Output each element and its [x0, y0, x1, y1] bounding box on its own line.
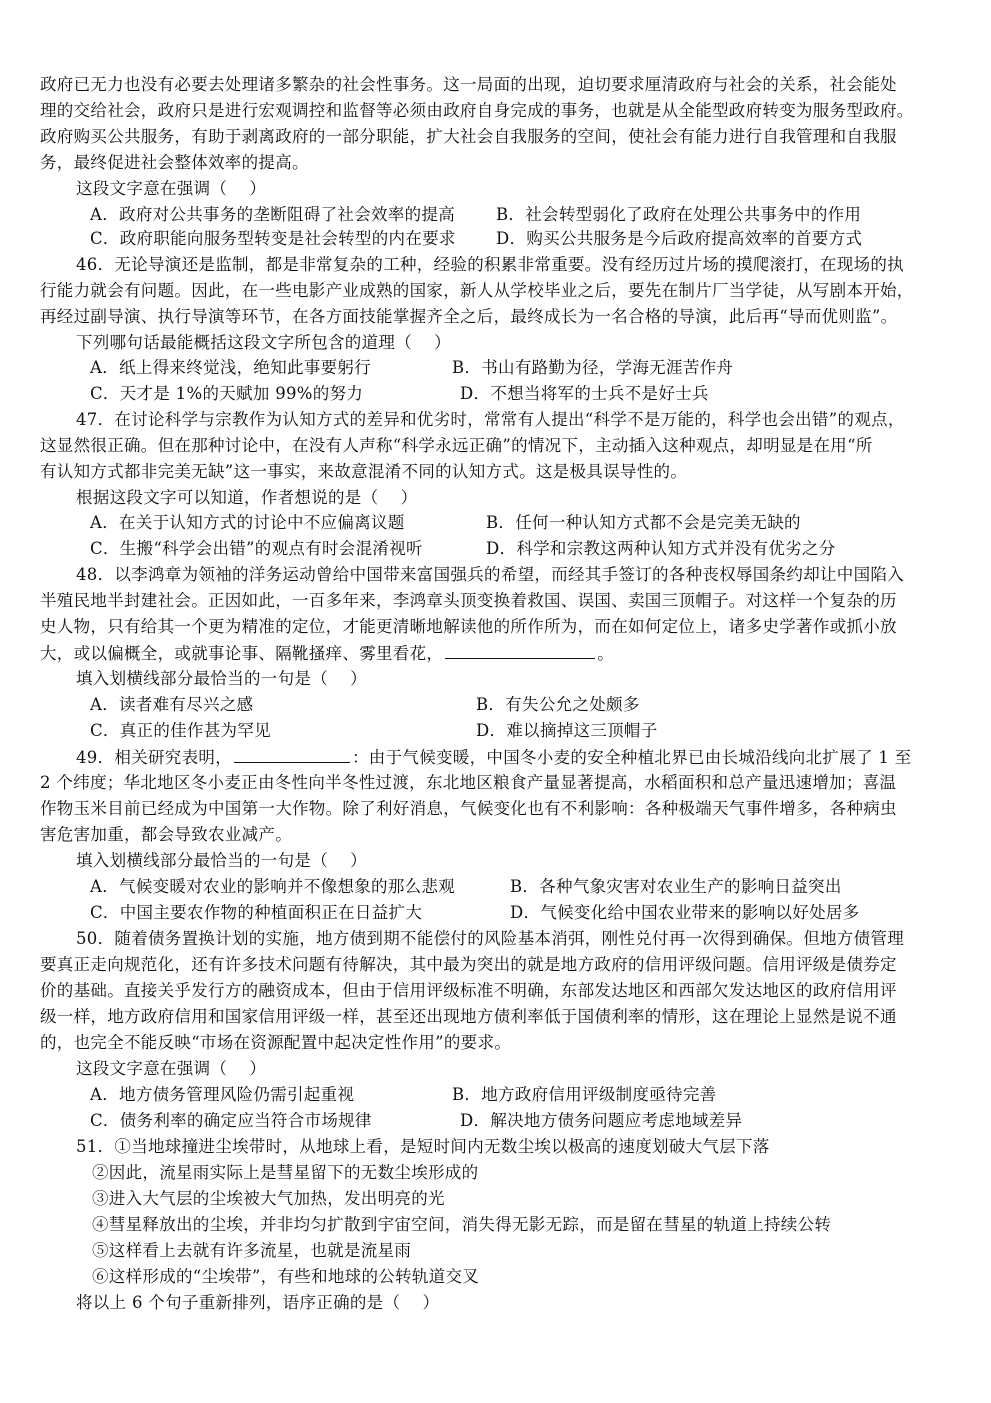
- q49-stem: 填入划横线部分最恰当的一句是（ ）: [76, 851, 367, 870]
- q49-option-c: C．中国主要农作物的种植面积正在日益扩大: [90, 903, 423, 922]
- q46-option-c: C．天才是 1%的天赋加 99%的努力: [90, 384, 364, 403]
- q51-sentence-3: ③进入大气层的尘埃被大气加热，发出明亮的光: [92, 1189, 445, 1208]
- q48-option-c: C．真正的佳作甚为罕见: [90, 721, 271, 740]
- q51-sentence-5: ⑤这样看上去就有许多流星，也就是流星雨: [92, 1241, 412, 1260]
- q46-option-d: D．不想当将军的士兵不是好士兵: [460, 384, 709, 403]
- q50-stem: 这段文字意在强调（ ）: [76, 1059, 267, 1078]
- intro-option-c: C．政府职能向服务型转变是社会转型的内在要求: [90, 229, 456, 248]
- q49-line-1: [76, 744, 912, 770]
- q47-option-a: A．在关于认知方式的讨论中不应偏离议题: [90, 513, 405, 532]
- q48-line-2: 半殖民地半封建社会。正因如此，一百多年来，李鸿章头顶变换着救国、误国、卖国三顶帽子。对这样一个复杂的历: [40, 591, 897, 610]
- fill-in-blank: [234, 744, 350, 763]
- q49-option-d: D．气候变化给中国农业带来的影响以好处居多: [510, 903, 860, 922]
- q50-line-4: 级一样，地方政府信用和国家信用评级一样，甚至还出现地方债利率低于国债利率的情形，这在理论上显然是说不通: [40, 1007, 897, 1026]
- q48-line-4-end: 。: [597, 644, 615, 663]
- q50-option-c: C．债务利率的确定应当符合市场规律: [90, 1111, 372, 1130]
- intro-line-4: 务，最终促进社会整体效率的提高。: [40, 153, 309, 172]
- q48-stem: 填入划横线部分最恰当的一句是（ ）: [76, 669, 367, 688]
- q51-sentence-2: ②因此，流星雨实际上是彗星留下的无数尘埃形成的: [92, 1163, 479, 1182]
- q47-option-c: C．生搬“科学会出错”的观点有时会混淆视听: [90, 539, 423, 558]
- q49-line-3: 作物玉米目前已经成为中国第一大作物。除了利好消息，气候变化也有不利影响：各种极端天气事件增多，各种病虫: [40, 799, 897, 818]
- q47-line-1: 47．在讨论科学与宗教作为认知方式的差异和优劣时，常常有人提出“科学不是万能的，科学也会出错”的观点，: [76, 410, 905, 429]
- q49-option-b: B．各种气象灾害对农业生产的影响日益突出: [510, 877, 842, 896]
- q50-line-3: 价的基础。直接关乎发行方的融资成本，但由于信用评级标准不明确，东部发达地区和西部欠发达地区的政府信用评: [40, 981, 897, 1000]
- q47-line-2: 这显然很正确。但在那种讨论中，在没有人声称“科学永远正确”的情况下，主动插入这种观点，却明显是在用“所: [40, 436, 873, 455]
- intro-line-3: 政府购买公共服务，有助于剥离政府的一部分职能，扩大社会自我服务的空间，使社会有能力进行自我管理和自我服: [40, 127, 897, 146]
- intro-option-d: D．购买公共服务是今后政府提高效率的首要方式: [496, 229, 863, 248]
- q47-option-b: B．任何一种认知方式都不会是完美无缺的: [486, 513, 801, 532]
- q46-option-a: A．纸上得来终觉浅，绝知此事要躬行: [90, 358, 372, 377]
- q50-option-a: A．地方债务管理风险仍需引起重视: [90, 1085, 355, 1104]
- intro-stem: 这段文字意在强调（ ）: [76, 179, 267, 198]
- intro-line-2: 理的交给社会，政府只是进行宏观调控和监督等必须由政府自身完成的事务，也就是从全能型政府转变为服务型政府。: [40, 101, 914, 120]
- q49-line-1-rest: ：由于气候变暖，中国冬小麦的安全种植北界已由长城沿线向北扩展了 1 至: [352, 748, 912, 767]
- q50-option-b: B．地方政府信用评级制度亟待完善: [452, 1085, 717, 1104]
- q51-sentence-1: 51．①当地球撞进尘埃带时，从地球上看，是短时间内无数尘埃以极高的速度划破大气层下落: [76, 1137, 770, 1156]
- q46-line-2: 行能力就会有问题。因此，在一些电影产业成熟的国家，新人从学校毕业之后，要先在制片厂当学徒，从写剧本开始，: [40, 281, 914, 300]
- q48-option-b: B．有失公允之处颇多: [476, 695, 640, 714]
- q50-line-2: 要真正走向规范化，还有许多技术问题有待解决，其中最为突出的就是地方政府的信用评级问题。信用评级是债券定: [40, 955, 897, 974]
- q49-line-1-text: 49．相关研究表明，: [76, 748, 232, 767]
- q48-line-3: 史人物，只有给其一个更为精准的定位，才能更清晰地解读他的所作所为，而在如何定位上，诸多史学著作或抓小放: [40, 617, 897, 636]
- q50-line-1: 50．随着债务置换计划的实施，地方债到期不能偿付的风险基本消弭，刚性兑付再一次得到确保。但地方债管理: [76, 929, 904, 948]
- q50-option-d: D．解决地方债务问题应考虑地域差异: [460, 1111, 743, 1130]
- q48-option-d: D．难以摘掉这三顶帽子: [476, 721, 658, 740]
- q50-line-5: 的，也完全不能反映“市场在资源配置中起决定性作用”的要求。: [40, 1033, 512, 1052]
- q51-sentence-4: ④彗星释放出的尘埃，并非均匀扩散到宇宙空间，消失得无影无踪，而是留在彗星的轨道上持续公转: [92, 1215, 832, 1234]
- q49-line-4: 害危害加重，都会导致农业减产。: [40, 825, 292, 844]
- q49-line-2: 2 个纬度；华北地区冬小麦正由冬性向半冬性过渡，东北地区粮食产量显著提高，水稻面积和总产量迅速增加；喜温: [40, 773, 897, 792]
- q47-line-3: 有认知方式都非完美无缺”这一事实，来故意混淆不同的认知方式。这是极具误导性的。: [40, 462, 688, 481]
- q49-option-a: A．气候变暖对农业的影响并不像想象的那么悲观: [90, 877, 456, 896]
- q46-stem: 下列哪句话最能概括这段文字所包含的道理（ ）: [76, 333, 451, 352]
- q51-stem: 将以上 6 个句子重新排列，语序正确的是（ ）: [76, 1293, 440, 1312]
- q46-line-3: 再经过副导演、执行导演等环节，在各方面技能掌握齐全之后，最终成长为一名合格的导演，此后再“导而优则监”。: [40, 307, 898, 326]
- q47-option-d: D．科学和宗教这两种认知方式并没有优劣之分: [486, 539, 836, 558]
- q48-line-4: [40, 640, 614, 666]
- intro-line-1: 政府已无力也没有必要去处理诸多繁杂的社会性事务。这一局面的出现，迫切要求厘清政府与社会的关系，社会能处: [40, 75, 897, 94]
- q48-line-1: 48．以李鸿章为领袖的洋务运动曾给中国带来富国强兵的希望，而经其手签订的各种丧权辱国条约却让中国陷入: [76, 565, 904, 584]
- q51-sentence-6: ⑥这样形成的“尘埃带”，有些和地球的公转轨道交叉: [92, 1267, 480, 1286]
- q48-option-a: A．读者难有尽兴之感: [90, 695, 254, 714]
- q46-line-1: 46．无论导演还是监制，都是非常复杂的工种，经验的积累非常重要。没有经历过片场的摸爬滚打，在现场的执: [76, 255, 904, 274]
- fill-in-blank: [445, 640, 595, 659]
- intro-option-a: A．政府对公共事务的垄断阻碍了社会效率的提高: [90, 205, 456, 224]
- intro-option-b: B．社会转型弱化了政府在处理公共事务中的作用: [496, 205, 862, 224]
- q47-stem: 根据这段文字可以知道，作者想说的是（ ）: [76, 488, 418, 507]
- q46-option-b: B．书山有路勤为径，学海无涯苦作舟: [452, 358, 734, 377]
- q48-line-4-text: 大，或以偏概全，或就事论事、隔靴搔痒、雾里看花，: [40, 644, 444, 663]
